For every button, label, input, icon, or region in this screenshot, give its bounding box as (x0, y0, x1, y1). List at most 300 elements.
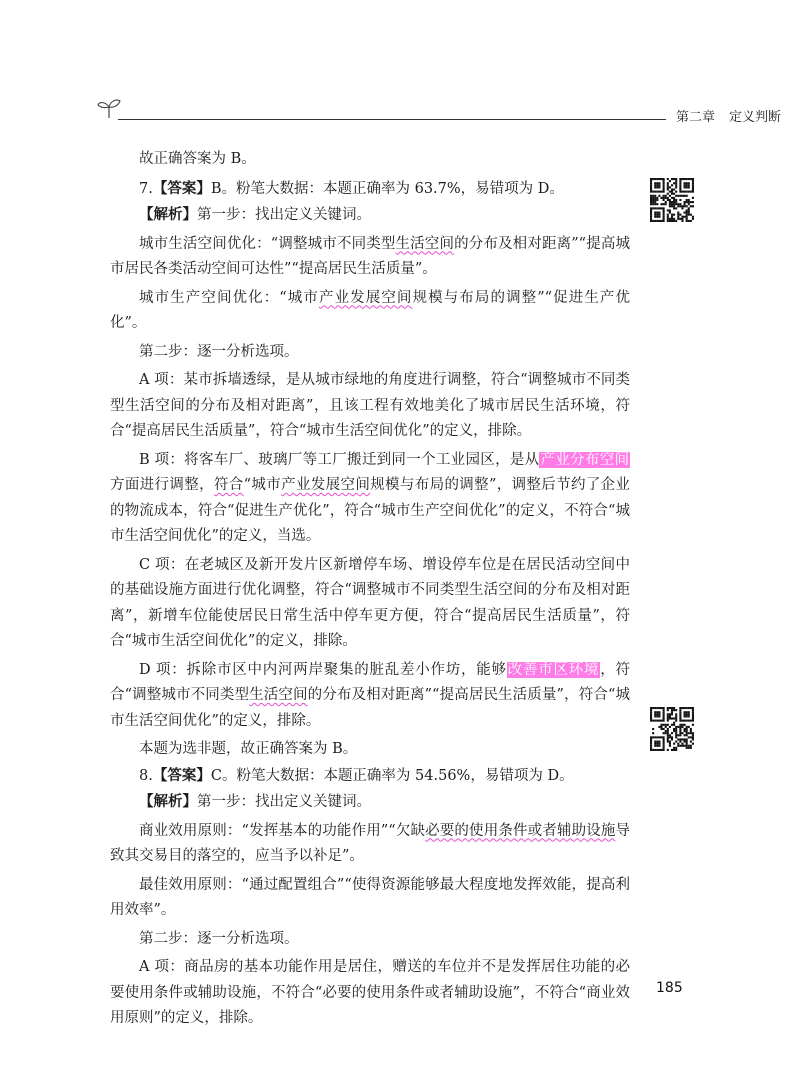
qr-module (669, 201, 671, 203)
qr-module (679, 195, 681, 197)
qr-module (669, 195, 671, 197)
qr-module (677, 726, 679, 728)
qr-module (690, 214, 692, 216)
qr-module (684, 738, 686, 740)
qr-module (684, 191, 686, 193)
qr-module (692, 191, 694, 193)
qr-module (677, 734, 679, 736)
qr-module (667, 717, 669, 719)
qr-module (671, 707, 673, 709)
qr-module (686, 730, 688, 732)
qr-module (663, 741, 665, 743)
qr-module (679, 726, 681, 728)
qr-module (675, 180, 677, 182)
qr-module (677, 743, 679, 745)
underlined-text: 生活空间 (395, 235, 455, 252)
qr-module (658, 191, 660, 193)
qr-module (669, 726, 671, 728)
qr-module (673, 207, 675, 209)
qr-module (665, 197, 667, 199)
qr-module (673, 724, 675, 726)
qr-module (684, 182, 686, 184)
qr-module (690, 728, 692, 730)
question-number: 8. (139, 767, 153, 784)
qr-module (654, 715, 656, 717)
qr-module (681, 738, 683, 740)
qr-module (677, 212, 679, 214)
qr-module (671, 736, 673, 738)
qr-module (654, 178, 656, 180)
qr-module (673, 178, 675, 180)
qr-module (650, 743, 652, 745)
qr-module (660, 707, 662, 709)
qr-module (684, 745, 686, 747)
qr-module (663, 203, 665, 205)
qr-module (669, 717, 671, 719)
qr-module (675, 747, 677, 749)
qr-module (654, 214, 656, 216)
qr-module (663, 749, 665, 751)
qr-module (688, 745, 690, 747)
page-body (110, 147, 630, 1032)
qr-module (652, 732, 654, 734)
qr-module (686, 216, 688, 218)
text: 方面进行调整， (110, 477, 214, 493)
qr-module (669, 209, 671, 211)
qr-module (673, 205, 675, 207)
qr-module (663, 732, 665, 734)
qr-module (656, 749, 658, 751)
qr-module (684, 178, 686, 180)
qr-module (663, 711, 665, 713)
qr-module (665, 195, 667, 197)
qr-module (692, 197, 694, 199)
qr-module (669, 203, 671, 205)
qr-module (656, 745, 658, 747)
qr-module (663, 747, 665, 749)
qr-module (671, 184, 673, 186)
qr-module (684, 203, 686, 205)
qr-module (675, 201, 677, 203)
qr-module (679, 720, 681, 722)
qr-module (690, 707, 692, 709)
qr-module (663, 709, 665, 711)
qr-module (688, 199, 690, 201)
qr-module (660, 207, 662, 209)
qr-module (665, 732, 667, 734)
qr-module (656, 197, 658, 199)
qr-module (673, 182, 675, 184)
qr-module (669, 713, 671, 715)
qr-module (679, 707, 681, 709)
q8-answer (110, 763, 630, 790)
qr-module (669, 205, 671, 207)
qr-module (667, 188, 669, 190)
qr-module (652, 207, 654, 209)
qr-module (663, 207, 665, 209)
qr-module (667, 193, 669, 195)
qr-module (686, 214, 688, 216)
qr-module (675, 207, 677, 209)
qr-module (654, 182, 656, 184)
qr-module (650, 180, 652, 182)
highlighted-text: 产业分布空间 (540, 451, 630, 468)
qr-module (688, 182, 690, 184)
answer-text: B。粉笔大数据：本题正确率为 63.7%，易错项为 D。 (210, 180, 564, 197)
qr-module (652, 736, 654, 738)
qr-module (684, 741, 686, 743)
qr-module (677, 205, 679, 207)
qr-module (667, 182, 669, 184)
answer-label: 【答案】 (152, 179, 211, 197)
qr-module (660, 728, 662, 730)
qr-module (671, 188, 673, 190)
qr-module (671, 191, 673, 193)
qr-module (675, 741, 677, 743)
qr-module (686, 195, 688, 197)
qr-module (654, 220, 656, 222)
q8-option-a: A 项：商品房的基本功能作用是居住，赠送的车位并不是发挥居住功能的必要使用条件或辅助设施，不符合“必要的使用条件或者辅助设施”，不符合“商业效用原则”的定义，排除。 (110, 959, 630, 1026)
qr-module (667, 736, 669, 738)
qr-module (656, 707, 658, 709)
qr-module (650, 738, 652, 740)
qr-module (658, 216, 660, 218)
underlined-text: 产业发展空间 (318, 289, 413, 306)
qr-module (675, 732, 677, 734)
qr-module (650, 186, 652, 188)
qr-module (652, 749, 654, 751)
qr-module (673, 214, 675, 216)
qr-module (688, 726, 690, 728)
qr-module (690, 191, 692, 193)
page-header (96, 96, 782, 136)
qr-module (677, 203, 679, 205)
qr-module (692, 736, 694, 738)
qr-module (686, 726, 688, 728)
qr-module (679, 191, 681, 193)
qr-module (673, 201, 675, 203)
qr-module (688, 207, 690, 209)
qr-module (660, 720, 662, 722)
qr-module (673, 707, 675, 709)
qr-module (673, 220, 675, 222)
qr-module (690, 205, 692, 207)
qr-module (650, 216, 652, 218)
analysis-text: 第一步：找出定义关键词。 (197, 207, 371, 223)
qr-module (654, 203, 656, 205)
chapter-label: 第二章 (676, 110, 716, 125)
qr-module (679, 199, 681, 201)
q7-conclusion: 本题为选非题，故正确答案为 B。 (139, 741, 358, 757)
qr-module (669, 220, 671, 222)
qr-module (688, 713, 690, 715)
underlined-text: 符合 (213, 477, 244, 493)
qr-module (654, 184, 656, 186)
qr-module (652, 220, 654, 222)
qr-module (688, 201, 690, 203)
qr-module (675, 203, 677, 205)
qr-module (663, 743, 665, 745)
qr-module (684, 201, 686, 203)
qr-module (656, 720, 658, 722)
qr-module (686, 205, 688, 207)
qr-module (681, 195, 683, 197)
qr-module (650, 182, 652, 184)
qr-module (650, 195, 652, 197)
qr-module (679, 214, 681, 216)
qr-module (688, 184, 690, 186)
qr-module (663, 195, 665, 197)
qr-module (692, 743, 694, 745)
qr-module (663, 736, 665, 738)
qr-module (654, 191, 656, 193)
qr-module (663, 745, 665, 747)
qr-module (663, 738, 665, 740)
q7-option-c: C 项：在老城区及新开发片区新增停车场、增设停车位是在居民活动空间中的基础设施方面进行优化调整，符合“调整城市不同类型生活空间的分布及相对距离”，新增车位能使居民日常生活中停车更方便，符合“提高居民生活质量”，符合“城市生活空间优化”的定义，排除。 (110, 556, 630, 649)
qr-module (673, 197, 675, 199)
qr-module (667, 741, 669, 743)
qr-module (675, 178, 677, 180)
qr-module (679, 717, 681, 719)
qr-module (663, 197, 665, 199)
qr-module (663, 186, 665, 188)
qr-module (663, 218, 665, 220)
qr-module (665, 724, 667, 726)
qr-module (654, 741, 656, 743)
qr-module (650, 178, 652, 180)
qr-module (663, 188, 665, 190)
qr-module (679, 182, 681, 184)
text: D 项：拆除市区中内河两岸聚集的脏乱差小作坊，能够 (139, 661, 507, 678)
qr-module (667, 209, 669, 211)
qr-module (658, 749, 660, 751)
qr-module (671, 214, 673, 216)
qr-module (675, 717, 677, 719)
qr-module (650, 214, 652, 216)
qr-module (654, 197, 656, 199)
qr-module (679, 178, 681, 180)
qr-module (656, 736, 658, 738)
paragraph: 故正确答案为 B。 (139, 151, 256, 167)
qr-module (663, 191, 665, 193)
qr-module (663, 209, 665, 211)
section-label: 定义判断 (729, 110, 782, 125)
qr-module (675, 736, 677, 738)
qr-module (686, 728, 688, 730)
qr-module (675, 184, 677, 186)
qr-module (669, 218, 671, 220)
qr-module (681, 732, 683, 734)
qr-module (658, 736, 660, 738)
qr-module (671, 732, 673, 734)
qr-module (681, 743, 683, 745)
qr-module (654, 216, 656, 218)
qr-module (658, 707, 660, 709)
qr-module (673, 728, 675, 730)
qr-module (658, 726, 660, 728)
qr-module (692, 182, 694, 184)
qr-module (650, 220, 652, 222)
qr-module (688, 209, 690, 211)
qr-module (681, 745, 683, 747)
qr-module (679, 180, 681, 182)
qr-module (660, 197, 662, 199)
qr-module (684, 216, 686, 218)
qr-module (690, 178, 692, 180)
qr-module (650, 197, 652, 199)
qr-module (686, 711, 688, 713)
qr-module (658, 212, 660, 214)
qr-module (658, 220, 660, 222)
qr-module (684, 195, 686, 197)
qr-module (663, 720, 665, 722)
qr-module (679, 218, 681, 220)
qr-module (669, 186, 671, 188)
qr-module (652, 728, 654, 730)
qr-module (663, 713, 665, 715)
qr-module (686, 186, 688, 188)
qr-module (686, 747, 688, 749)
qr-module (658, 186, 660, 188)
qr-module (656, 186, 658, 188)
qr-module (681, 216, 683, 218)
qr-module (667, 709, 669, 711)
qr-module (663, 184, 665, 186)
qr-module (692, 707, 694, 709)
qr-module (660, 726, 662, 728)
qr-module (658, 207, 660, 209)
qr-module (673, 730, 675, 732)
analysis-label: 【解析】 (139, 793, 197, 810)
qr-module (675, 749, 677, 751)
qr-module (690, 730, 692, 732)
qr-module (675, 195, 677, 197)
qr-code-icon[interactable] (650, 707, 694, 751)
qr-module (692, 218, 694, 220)
qr-module (684, 724, 686, 726)
qr-module (663, 717, 665, 719)
qr-module (663, 216, 665, 218)
qr-module (650, 745, 652, 747)
qr-module (660, 203, 662, 205)
qr-module (690, 201, 692, 203)
qr-module (671, 193, 673, 195)
qr-module (650, 713, 652, 715)
qr-module (663, 724, 665, 726)
qr-module (675, 709, 677, 711)
qr-module (650, 191, 652, 193)
qr-module (686, 715, 688, 717)
qr-module (679, 745, 681, 747)
qr-module (675, 182, 677, 184)
qr-module (686, 732, 688, 734)
qr-module (660, 178, 662, 180)
qr-module (671, 709, 673, 711)
qr-module (688, 191, 690, 193)
qr-module (675, 728, 677, 730)
qr-module (656, 207, 658, 209)
qr-module (650, 203, 652, 205)
qr-module (665, 726, 667, 728)
qr-module (681, 191, 683, 193)
qr-module (677, 214, 679, 216)
text: 商业效用原则：“发挥基本的功能作用”“欠缺 (139, 822, 426, 839)
qr-module (675, 734, 677, 736)
qr-module (692, 720, 694, 722)
qr-module (673, 193, 675, 195)
q8-definition-1 (110, 819, 630, 870)
qr-module (679, 724, 681, 726)
qr-module (667, 730, 669, 732)
qr-module (650, 207, 652, 209)
qr-module (652, 203, 654, 205)
qr-module (656, 214, 658, 216)
qr-module (673, 747, 675, 749)
qr-module (671, 724, 673, 726)
qr-module (692, 178, 694, 180)
header-title (676, 106, 781, 125)
qr-module (675, 191, 677, 193)
qr-module (679, 188, 681, 190)
qr-module (658, 720, 660, 722)
qr-code-icon[interactable] (650, 178, 694, 222)
qr-module (669, 734, 671, 736)
qr-module (656, 199, 658, 201)
qr-module (667, 218, 669, 220)
qr-module (650, 218, 652, 220)
qr-module (652, 195, 654, 197)
qr-module (690, 732, 692, 734)
qr-module (660, 749, 662, 751)
qr-module (692, 201, 694, 203)
qr-module (684, 711, 686, 713)
qr-module (690, 220, 692, 222)
qr-module (669, 741, 671, 743)
question-number: 7. (139, 180, 153, 197)
qr-module (654, 212, 656, 214)
qr-module (679, 205, 681, 207)
q7-definition-1 (110, 232, 630, 283)
qr-module (652, 199, 654, 201)
qr-module (663, 715, 665, 717)
qr-module (686, 741, 688, 743)
qr-module (679, 713, 681, 715)
qr-module (686, 713, 688, 715)
text: ，符合“调整城市不同类型 (110, 661, 631, 703)
qr-module (686, 178, 688, 180)
qr-module (673, 722, 675, 724)
qr-module (686, 218, 688, 220)
qr-module (654, 720, 656, 722)
qr-module (656, 715, 658, 717)
qr-module (684, 205, 686, 207)
qr-module (684, 184, 686, 186)
qr-module (688, 214, 690, 216)
qr-module (650, 715, 652, 717)
qr-module (660, 220, 662, 222)
qr-module (656, 191, 658, 193)
qr-module (686, 191, 688, 193)
qr-module (686, 720, 688, 722)
text: 城市生活空间优化：“调整城市不同类型 (139, 235, 396, 252)
qr-module (652, 197, 654, 199)
qr-module (663, 220, 665, 222)
qr-module (671, 201, 673, 203)
qr-module (667, 734, 669, 736)
qr-module (658, 178, 660, 180)
qr-module (684, 728, 686, 730)
text: 导致其交易目的落空的，应当予以补足”。 (110, 822, 630, 864)
